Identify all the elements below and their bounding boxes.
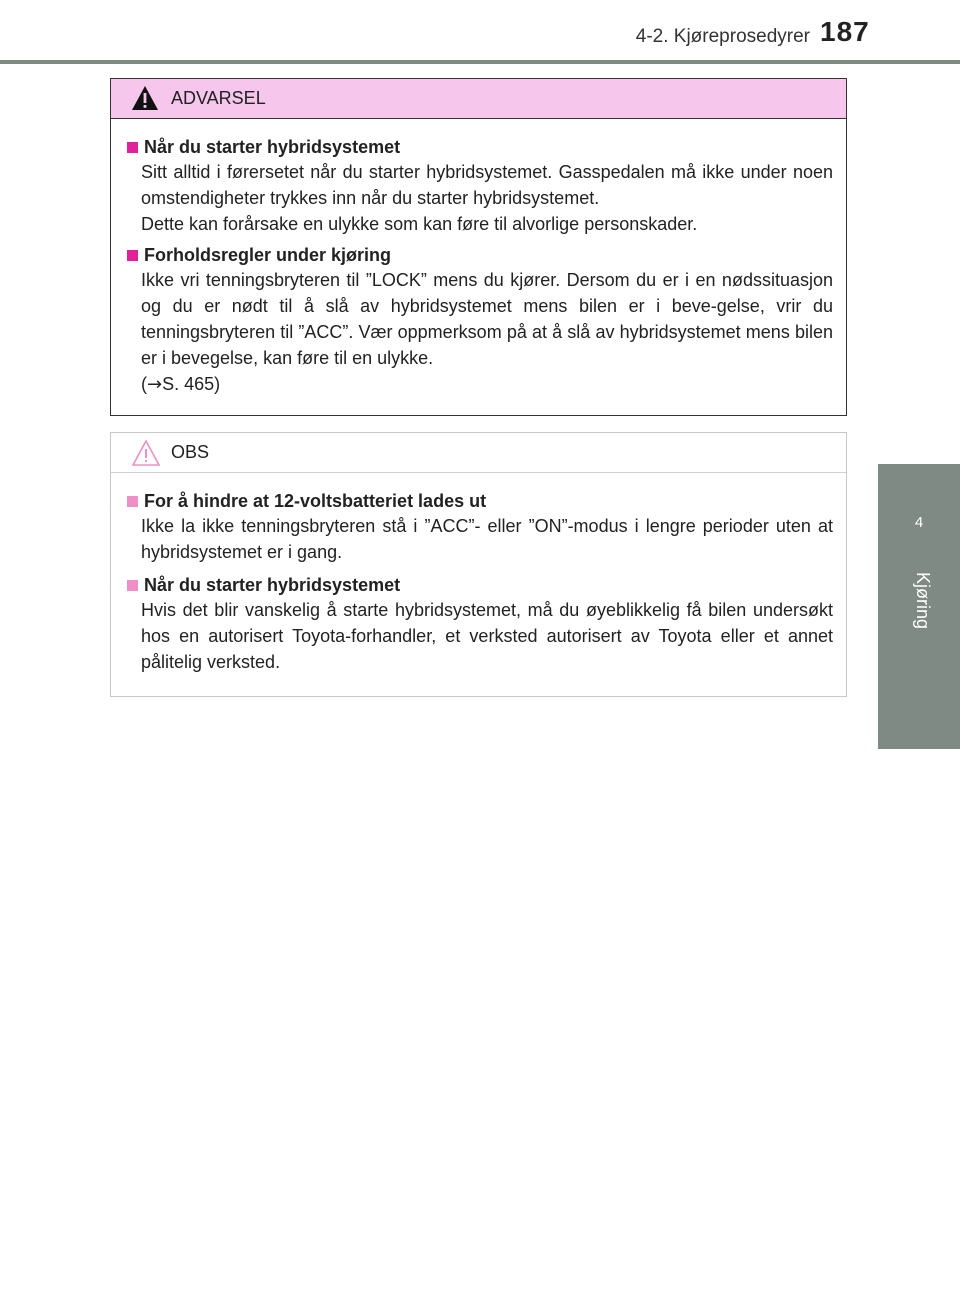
header-rule <box>0 60 960 64</box>
warning-item-text: Sitt alltid i førersetet når du starter hybridsystemet. Gasspedalen må ikke under noen omstendigheter trykkes inn når du starter hybridsystemet. <box>141 162 833 208</box>
warning-item-body <box>127 267 833 398</box>
warning-item-title: Forholdsregler under kjøring <box>144 245 392 265</box>
warning-item-text: Dette kan forårsake en ulykke som kan føre til alvorlige personskader. <box>141 214 698 234</box>
warning-item-text: Ikke vri tenningsbryteren til ”LOCK” mens du kjører. Dersom du er i en nødssituasjon og du er nødt til å slå av hybridsystemet mens bilen er i beve-gelse, vrir du tenningsbryteren til ”ACC”. Vær oppmerksom på at å slå av hybridsystemet mens bilen er i bevegelse, kan føre til en ulykke. <box>141 270 833 368</box>
caution-item-text: Ikke la ikke tenningsbryteren stå i ”ACC”- eller ”ON”-modus i lengre perioder uten at hybridsystemet er i gang. <box>141 516 833 562</box>
bullet-square-icon <box>127 250 138 261</box>
bullet-square-icon <box>127 496 138 507</box>
section-title: 4-2. Kjøreprosedyrer <box>635 26 810 47</box>
warning-box-header <box>111 79 846 119</box>
caution-item <box>127 573 833 675</box>
bullet-square-icon <box>127 580 138 591</box>
caution-item-title: For å hindre at 12-voltsbatteriet lades ut <box>144 491 487 511</box>
bullet-square-icon <box>127 142 138 153</box>
caution-item <box>127 489 833 565</box>
warning-item <box>127 135 833 237</box>
caution-item-body <box>127 597 833 675</box>
caution-item-body <box>127 513 833 565</box>
caution-box <box>110 432 847 697</box>
arrow-right-icon: → <box>147 374 163 395</box>
warning-triangle-icon <box>131 85 159 116</box>
chapter-tab[interactable] <box>878 464 960 749</box>
caution-box-title: OBS <box>171 442 210 462</box>
warning-item <box>127 243 833 398</box>
warning-item-title: Når du starter hybridsystemet <box>144 137 401 157</box>
page-number: 187 <box>820 16 870 47</box>
caution-box-header <box>111 433 846 473</box>
chapter-label: Kjøring <box>913 572 933 630</box>
warning-box <box>110 78 847 416</box>
warning-item-body <box>127 159 833 237</box>
chapter-number: 4 <box>914 514 924 531</box>
warning-box-title: ADVARSEL <box>171 88 266 108</box>
caution-triangle-icon <box>131 439 161 472</box>
caution-item-text: Hvis det blir vanskelig å starte hybridsystemet, må du øyeblikkelig få bilen undersøkt hos en autorisert Toyota-forhandler, et verksted autorisert av Toyota eller et annet pålitelig verksted. <box>141 600 833 672</box>
page-reference[interactable]: (→S. 465) <box>141 374 221 395</box>
caution-item-title: Når du starter hybridsystemet <box>144 575 401 595</box>
page-reference-text: S. 465 <box>162 374 215 394</box>
